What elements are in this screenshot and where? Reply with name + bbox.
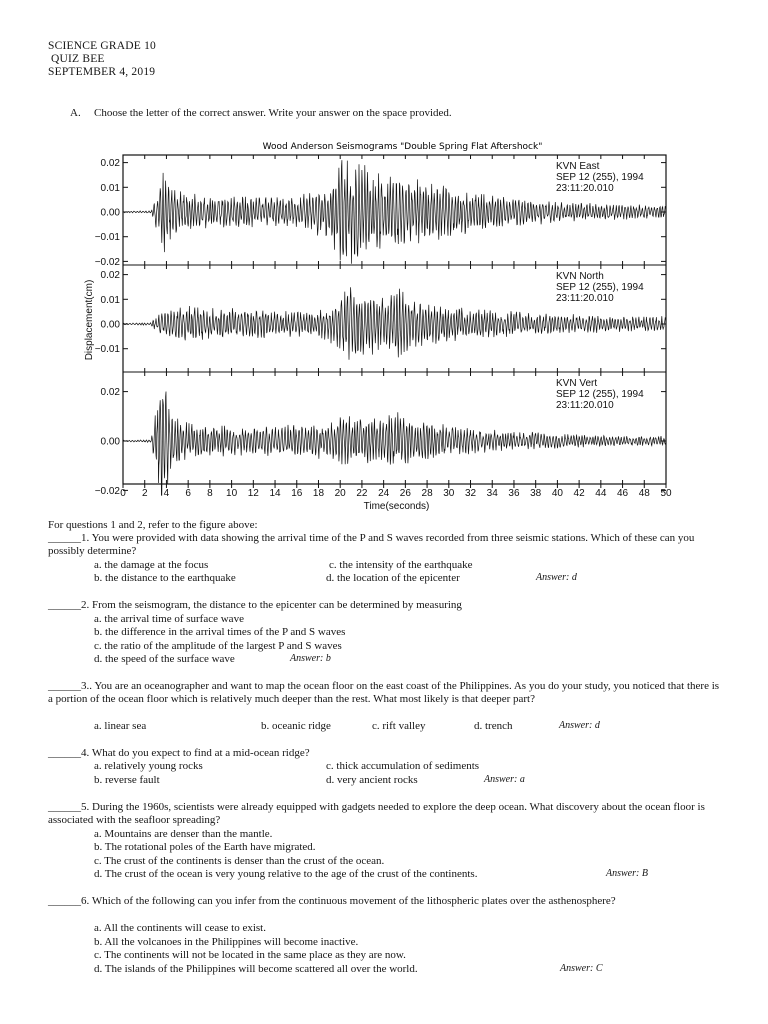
y-tick-label: 0.02 — [100, 387, 120, 399]
y-tick-label: −0.01 — [94, 344, 120, 356]
section-instruction: Choose the letter of the correct answer. Write your answer on the space provided. — [94, 107, 452, 119]
y-tick-label: 0.01 — [100, 182, 120, 194]
question-number: 3. — [81, 680, 90, 692]
x-tick-label: 40 — [551, 488, 563, 499]
q1-choice-c: c. the intensity of the earthquake — [329, 559, 473, 571]
question-number: 5. — [81, 801, 90, 813]
section-marker: A. — [70, 107, 81, 119]
y-tick-label: 0.01 — [100, 294, 120, 306]
question-text: What do you expect to find at a mid-ocean ridge? — [91, 747, 310, 759]
x-tick-label: 14 — [269, 488, 281, 499]
q6-choice-b: b. All the volcanoes in the Philippines will become inactive. — [94, 936, 359, 948]
q1-choice-a: a. the damage at the focus — [94, 559, 209, 571]
x-tick-label: 22 — [356, 488, 368, 499]
question-text: Which of the following can you infer from the continuous movement of the lithospheric plates over the asthenosphere? — [91, 895, 616, 907]
x-tick-label: 26 — [399, 488, 411, 499]
q2-choice-a: a. the arrival time of surface wave — [94, 613, 244, 625]
x-axis-label: Time(seconds) — [363, 501, 430, 512]
station-label: KVN North — [556, 271, 604, 282]
q6-choice-c: c. The continents will not be located in the same place as they are now. — [94, 949, 406, 961]
x-tick-label: 32 — [464, 488, 477, 499]
x-tick-label: 10 — [226, 488, 238, 499]
x-tick-label: 2 — [141, 488, 148, 499]
q6-answer: Answer: C — [560, 963, 603, 974]
question-text: During the 1960s, scientists were already equipped with gadgets needed to explore the deep ocean. What discovery about the ocean floor is associated with the seafloor spreading? — [48, 801, 705, 826]
q3-choice-c: c. rift valley — [372, 720, 426, 732]
course-title: SCIENCE GRADE 10 — [48, 40, 156, 52]
x-tick-label: 38 — [530, 488, 542, 499]
q1-answer: Answer: d — [536, 572, 577, 583]
question-number: 6. — [81, 895, 90, 907]
x-tick-label: 36 — [508, 488, 520, 499]
station-date: SEP 12 (255), 1994 — [556, 282, 644, 293]
answer-blank[interactable]: ______ — [48, 801, 81, 813]
station-time: 23:11:20.010 — [556, 183, 614, 194]
q5-choice-a: a. Mountains are denser than the mantle. — [94, 828, 273, 840]
answer-blank[interactable]: ______ — [48, 747, 81, 759]
chart-title: Wood Anderson Seismograms "Double Spring Flat Aftershock" — [262, 142, 543, 152]
answer-blank[interactable]: ______ — [48, 895, 81, 907]
q4-choice-a: a. relatively young rocks — [94, 760, 203, 772]
answer-blank[interactable]: ______ — [48, 599, 81, 611]
q3-choice-b: b. oceanic ridge — [261, 720, 331, 732]
x-tick-label: 6 — [185, 488, 191, 499]
question-3-stem — [48, 680, 722, 706]
q5-choice-d: d. The crust of the ocean is very young relative to the age of the crust of the continents. — [94, 868, 478, 880]
question-1-stem — [48, 532, 722, 558]
x-tick-label: 30 — [443, 488, 455, 499]
x-tick-label: 42 — [573, 488, 585, 499]
x-tick-label: 12 — [247, 488, 259, 499]
x-tick-label: 20 — [334, 488, 346, 499]
x-tick-label: 34 — [486, 488, 498, 499]
y-tick-label: 0.00 — [100, 207, 120, 219]
quiz-date: SEPTEMBER 4, 2019 — [48, 66, 156, 78]
question-number: 1. — [81, 532, 90, 544]
answer-blank[interactable]: ______ — [48, 532, 81, 544]
x-tick-label: 16 — [291, 488, 303, 499]
question-text: From the seismogram, the distance to the epicenter can be determined by measuring — [92, 599, 462, 611]
x-tick-label: 24 — [378, 488, 390, 499]
x-tick-label: 28 — [421, 488, 433, 499]
q3-answer: Answer: d — [559, 720, 600, 731]
q5-choice-b: b. The rotational poles of the Earth have migrated. — [94, 841, 316, 853]
q3-choice-a: a. linear sea — [94, 720, 147, 732]
q3-choice-d: d. trench — [474, 720, 513, 732]
y-tick-label: −0.02 — [94, 256, 120, 268]
q4-choice-c: c. thick accumulation of sediments — [326, 760, 480, 772]
question-6-stem — [48, 895, 722, 908]
y-axis-label: Displacement(cm) — [84, 279, 95, 361]
station-label: KVN Vert — [556, 378, 598, 389]
question-text: You were provided with data showing the arrival time of the P and S waves recorded from three seismic stations. Which of these can you possibly determine? — [48, 532, 695, 557]
q2-choice-b: b. the difference in the arrival times of the P and S waves — [94, 626, 346, 638]
x-tick-label: 50 — [660, 488, 672, 499]
q6-choice-a: a. All the continents will cease to exist. — [94, 922, 266, 934]
question-2-stem — [48, 599, 462, 612]
station-time: 23:11:20.010 — [556, 293, 614, 304]
x-tick-label: 8 — [207, 488, 213, 499]
q2-choice-d: d. the speed of the surface wave — [94, 653, 235, 665]
question-4-stem — [48, 747, 310, 760]
q1-choice-b: b. the distance to the earthquake — [94, 572, 236, 584]
station-label: KVN East — [556, 161, 600, 172]
station-date: SEP 12 (255), 1994 — [556, 389, 644, 400]
q2-choice-c: c. the ratio of the amplitude of the largest P and S waves — [94, 640, 342, 652]
q4-choice-d: d. very ancient rocks — [326, 774, 418, 786]
x-tick-label: 4 — [163, 488, 170, 499]
question-text: . You are an oceanographer and want to map the ocean floor on the east coast of the Philippines. As you do your study, you noticed that there is a portion of the ocean floor which is relatively much deeper than the rest. What most likely is that deeper part? — [48, 680, 720, 705]
station-time: 23:11:20.010 — [556, 400, 614, 411]
x-tick-label: 0 — [120, 488, 126, 499]
q6-choice-d: d. The islands of the Philippines will become scattered all over the world. — [94, 963, 418, 975]
y-tick-label: 0.00 — [100, 436, 120, 448]
x-tick-label: 44 — [595, 488, 607, 499]
q5-answer: Answer: B — [606, 868, 648, 879]
event-title: QUIZ BEE — [51, 53, 105, 65]
question-number: 2. — [81, 599, 90, 611]
y-tick-label: 0.02 — [100, 158, 120, 170]
q5-choice-c: c. The crust of the continents is denser than the crust of the ocean. — [94, 855, 385, 867]
question-5-stem — [48, 801, 722, 827]
figure-reference-note: For questions 1 and 2, refer to the figure above: — [48, 519, 258, 531]
q1-choice-d: d. the location of the epicenter — [326, 572, 460, 584]
answer-blank[interactable]: ______ — [48, 680, 81, 692]
station-date: SEP 12 (255), 1994 — [556, 172, 644, 183]
q4-answer: Answer: a — [484, 774, 525, 785]
q2-answer: Answer: b — [290, 653, 331, 664]
x-tick-label: 18 — [312, 488, 325, 499]
question-number: 4. — [81, 747, 90, 759]
y-tick-label: 0.02 — [100, 270, 120, 282]
x-tick-label: 46 — [616, 488, 629, 499]
y-tick-label: 0.00 — [100, 319, 120, 331]
y-tick-label: −0.02 — [94, 485, 120, 497]
x-tick-label: 48 — [638, 488, 650, 499]
q4-choice-b: b. reverse fault — [94, 774, 160, 786]
y-tick-label: −0.01 — [94, 232, 120, 244]
